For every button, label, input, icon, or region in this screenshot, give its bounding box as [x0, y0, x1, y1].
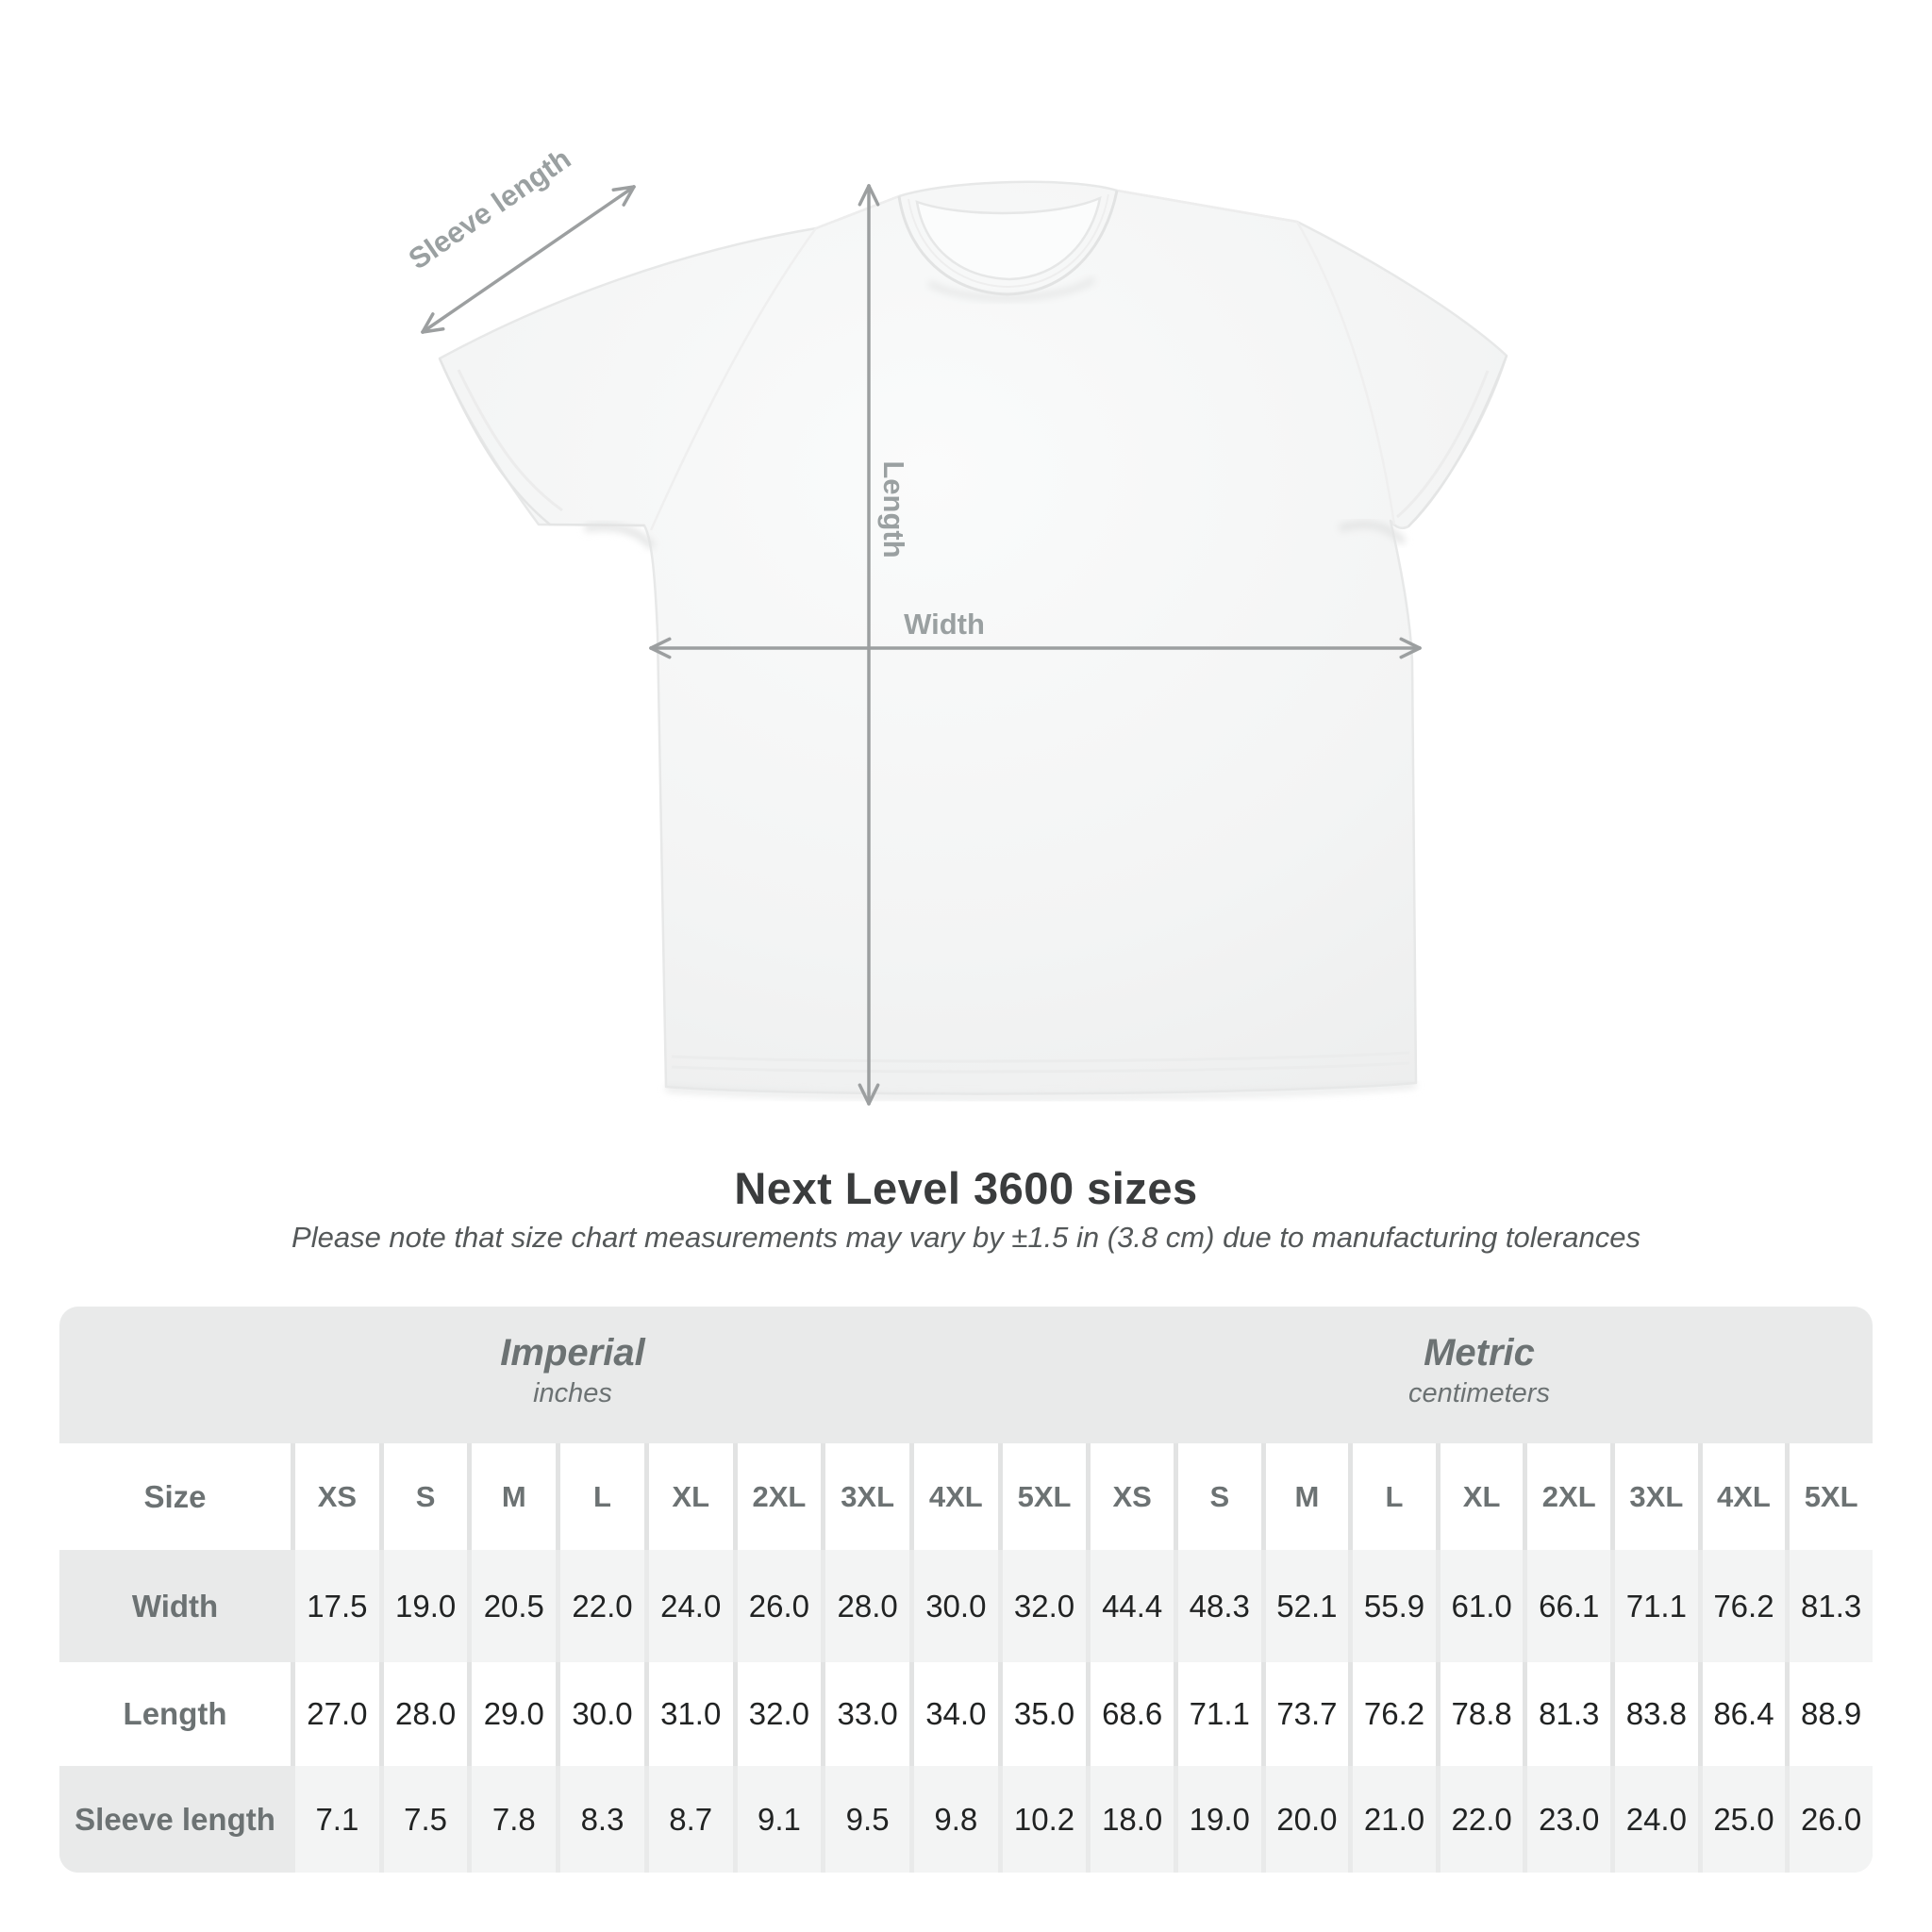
size-value: 28.0	[379, 1662, 468, 1766]
size-value: 33.0	[821, 1662, 909, 1766]
column-header: XS	[1086, 1443, 1174, 1550]
size-value: 35.0	[998, 1662, 1087, 1766]
imperial-label: Imperial	[500, 1332, 645, 1374]
size-value: 10.2	[998, 1766, 1087, 1873]
size-value: 30.0	[909, 1550, 998, 1662]
unit-group-metric	[1408, 1331, 1550, 1412]
width-label: Width	[904, 608, 985, 641]
size-value: 7.1	[291, 1766, 379, 1873]
size-value: 18.0	[1086, 1766, 1174, 1873]
size-value: 24.0	[644, 1550, 733, 1662]
size-value: 81.3	[1523, 1662, 1610, 1766]
unit-band	[59, 1307, 1873, 1443]
size-value: 19.0	[1174, 1766, 1261, 1873]
size-value: 8.3	[556, 1766, 644, 1873]
column-header: 2XL	[1523, 1443, 1610, 1550]
size-value: 26.0	[1785, 1766, 1873, 1873]
size-value: 73.7	[1261, 1662, 1349, 1766]
size-value: 19.0	[379, 1550, 468, 1662]
size-value: 7.5	[379, 1766, 468, 1873]
size-value: 29.0	[467, 1662, 556, 1766]
size-value: 32.0	[733, 1662, 822, 1766]
unit-group-imperial	[500, 1331, 644, 1412]
size-value: 86.4	[1698, 1662, 1786, 1766]
imperial-unit: inches	[533, 1378, 612, 1408]
page-title: Next Level 3600 sizes	[734, 1163, 1198, 1213]
size-value: 32.0	[998, 1550, 1087, 1662]
size-value: 24.0	[1610, 1766, 1698, 1873]
size-value: 88.9	[1785, 1662, 1873, 1766]
size-value: 22.0	[556, 1550, 644, 1662]
size-value: 28.0	[821, 1550, 909, 1662]
size-header-label: Size	[59, 1443, 291, 1550]
size-value: 44.4	[1086, 1550, 1174, 1662]
size-value: 17.5	[291, 1550, 379, 1662]
row-label: Length	[59, 1662, 291, 1766]
size-value: 30.0	[556, 1662, 644, 1766]
column-header: M	[1261, 1443, 1349, 1550]
size-value: 68.6	[1086, 1662, 1174, 1766]
column-header: XL	[644, 1443, 733, 1550]
column-header: L	[556, 1443, 644, 1550]
size-value: 83.8	[1610, 1662, 1698, 1766]
column-header: S	[1174, 1443, 1261, 1550]
size-value: 23.0	[1523, 1766, 1610, 1873]
row-label: Width	[59, 1550, 291, 1662]
size-value: 66.1	[1523, 1550, 1610, 1662]
page-subtitle: Please note that size chart measurements may vary by ±1.5 in (3.8 cm) due to manufacturing tolerances	[291, 1221, 1641, 1254]
column-header: XS	[291, 1443, 379, 1550]
metric-unit: centimeters	[1408, 1378, 1550, 1408]
size-value: 25.0	[1698, 1766, 1786, 1873]
column-header: M	[467, 1443, 556, 1550]
column-header: 3XL	[821, 1443, 909, 1550]
column-header: 5XL	[998, 1443, 1087, 1550]
column-header: S	[379, 1443, 468, 1550]
size-value: 71.1	[1174, 1662, 1261, 1766]
size-value: 9.1	[733, 1766, 822, 1873]
size-value: 55.9	[1348, 1550, 1436, 1662]
length-label: Length	[877, 460, 910, 558]
size-value: 26.0	[733, 1550, 822, 1662]
sleeve-length-label: Sleeve length	[402, 142, 577, 276]
size-value: 20.0	[1261, 1766, 1349, 1873]
size-value: 27.0	[291, 1662, 379, 1766]
size-value: 20.5	[467, 1550, 556, 1662]
size-value: 81.3	[1785, 1550, 1873, 1662]
size-value: 7.8	[467, 1766, 556, 1873]
column-header: 4XL	[1698, 1443, 1786, 1550]
size-value: 52.1	[1261, 1550, 1349, 1662]
row-label: Sleeve length	[59, 1766, 291, 1873]
size-value: 76.2	[1698, 1550, 1786, 1662]
size-value: 78.8	[1436, 1662, 1524, 1766]
column-header: 4XL	[909, 1443, 998, 1550]
size-value: 71.1	[1610, 1550, 1698, 1662]
measurement-table	[59, 1443, 1873, 1873]
size-value: 31.0	[644, 1662, 733, 1766]
size-value: 9.8	[909, 1766, 998, 1873]
size-value: 22.0	[1436, 1766, 1524, 1873]
column-header: XL	[1436, 1443, 1524, 1550]
size-value: 61.0	[1436, 1550, 1524, 1662]
column-header: 2XL	[733, 1443, 822, 1550]
column-header: 5XL	[1785, 1443, 1873, 1550]
column-header: 3XL	[1610, 1443, 1698, 1550]
size-value: 9.5	[821, 1766, 909, 1873]
size-value: 8.7	[644, 1766, 733, 1873]
column-header: L	[1348, 1443, 1436, 1550]
size-value: 21.0	[1348, 1766, 1436, 1873]
size-value: 48.3	[1174, 1550, 1261, 1662]
size-value: 76.2	[1348, 1662, 1436, 1766]
metric-label: Metric	[1424, 1332, 1535, 1374]
size-value: 34.0	[909, 1662, 998, 1766]
size-table	[59, 1307, 1873, 1873]
